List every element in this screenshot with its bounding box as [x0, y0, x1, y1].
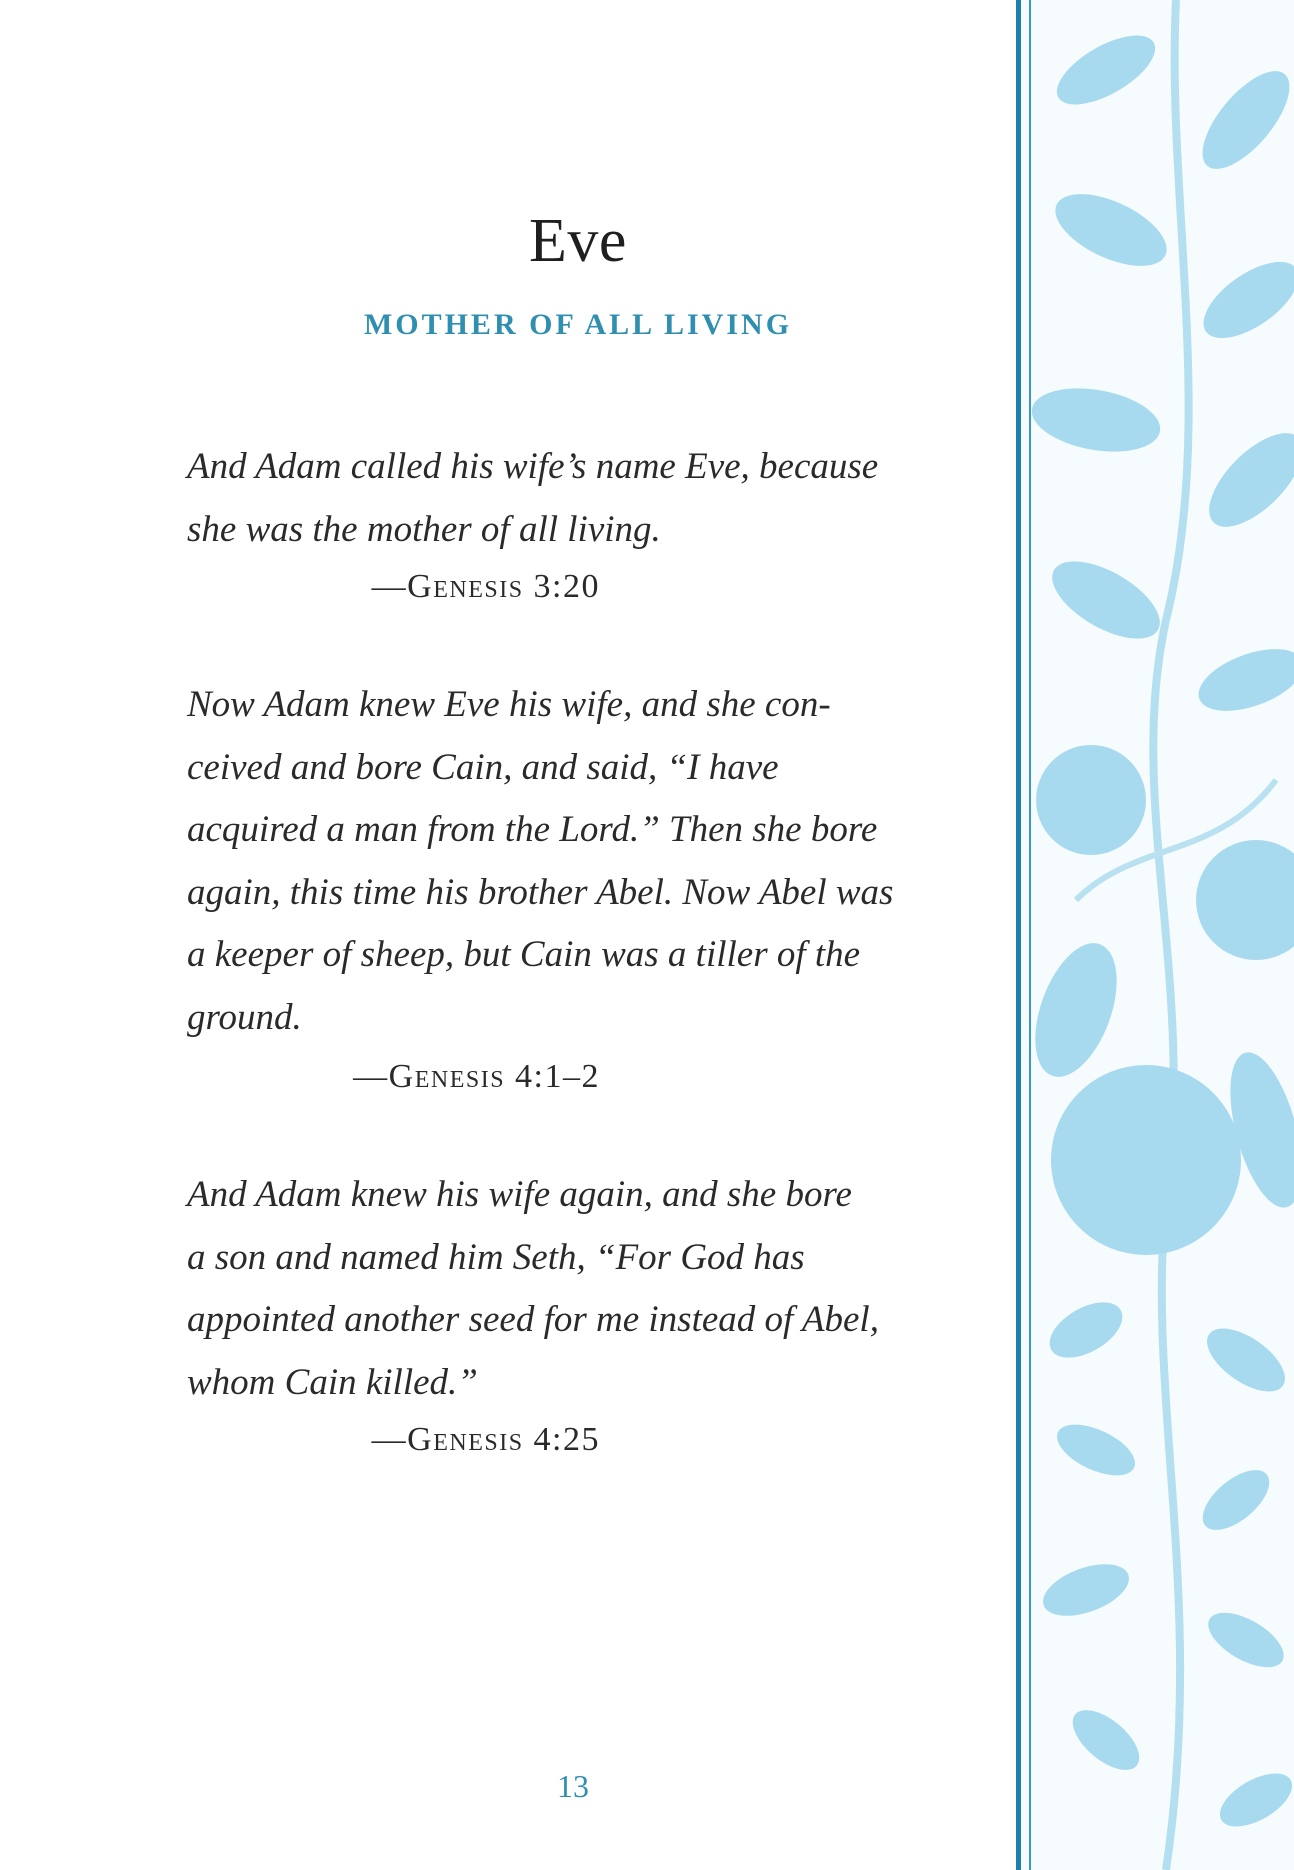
scripture-passage-3 — [187, 1164, 967, 1414]
passage-line: whom Cain killed.” — [187, 1361, 478, 1403]
passage-line: acquired a man from the Lord.” Then she bore — [187, 809, 878, 850]
page-title: Eve — [529, 207, 627, 275]
passage-line: ceived and bore Cain, and said, “I have — [187, 746, 779, 788]
scripture-reference-3: —Genesis 4:25 — [371, 1421, 600, 1458]
passage-line: And Adam called his wife’s name Eve, because — [187, 446, 879, 487]
watercolor-botanical-border-icon — [1016, 0, 1294, 1870]
scripture-passage-2 — [187, 674, 967, 1049]
passage-line: a keeper of sheep, but Cain was a tiller of the — [187, 934, 861, 975]
passage-line: a son and named him Seth, “For God has — [187, 1236, 805, 1278]
page-number: 13 — [557, 1768, 589, 1804]
botanical-border — [1016, 0, 1294, 1870]
scripture-reference-1: —Genesis 3:20 — [371, 568, 600, 605]
scripture-reference-2: —Genesis 4:1–2 — [353, 1058, 600, 1095]
passage-line: again, this time his brother Abel. Now Abel was — [187, 871, 894, 913]
passage-line: And Adam knew his wife again, and she bore — [187, 1174, 852, 1215]
passage-line: ground. — [187, 996, 302, 1038]
passage-line: she was the mother of all living. — [187, 508, 661, 550]
passage-line: appointed another seed for me instead of Abel, — [187, 1299, 879, 1340]
scripture-passage-1 — [187, 436, 967, 561]
passage-line: Now Adam knew Eve his wife, and she con- — [187, 684, 831, 725]
page-subtitle: MOTHER OF ALL LIVING — [363, 308, 793, 341]
